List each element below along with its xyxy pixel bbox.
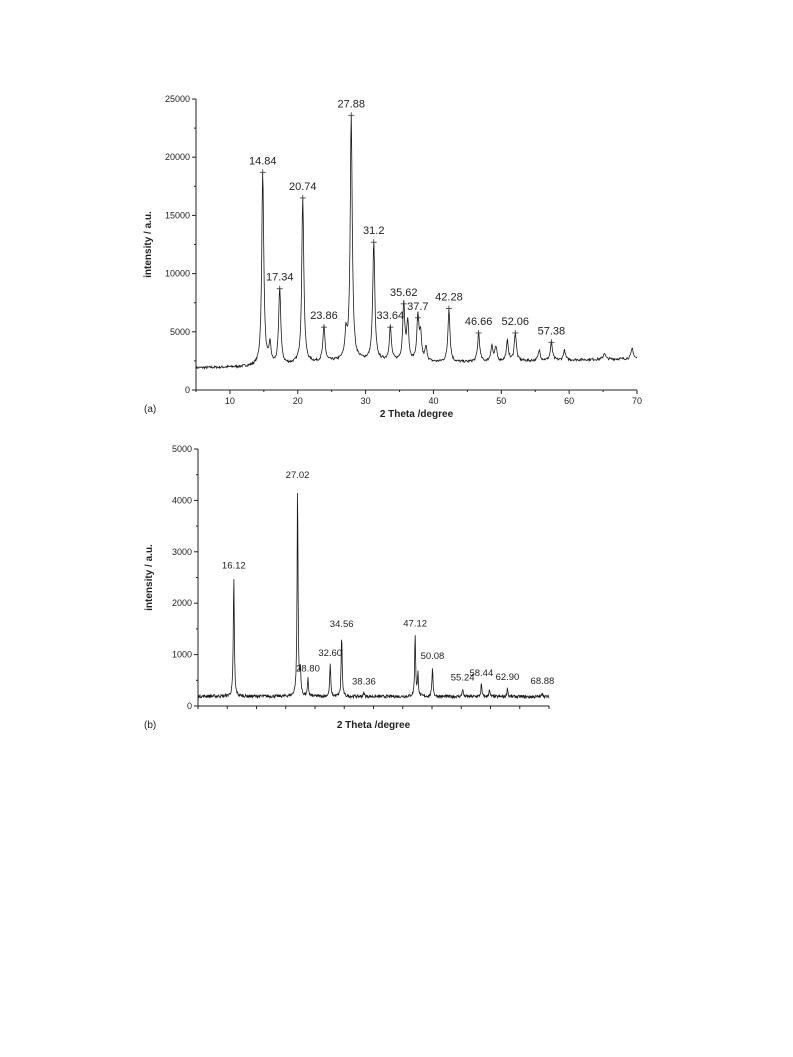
x-tick-label: 70 <box>631 396 643 406</box>
chart-panel-b <box>0 430 793 750</box>
peak-label: 50.08 <box>420 650 445 662</box>
y-tick-label: 5000 <box>169 326 190 337</box>
x-axis-title: 2 Theta /degree <box>336 720 411 731</box>
y-tick-label: 25000 <box>164 94 190 104</box>
peak-label: 57.38 <box>537 325 566 338</box>
y-tick-label: 0 <box>184 385 190 395</box>
panel-label: (a) <box>144 404 157 415</box>
xrd-pattern-line <box>198 493 549 698</box>
peak-label: 14.84 <box>248 155 277 168</box>
peak-label: 27.88 <box>337 98 365 111</box>
y-tick-label: 0 <box>186 701 192 711</box>
y-tick-label: 15000 <box>164 210 190 221</box>
peak-label: 68.88 <box>530 676 555 688</box>
y-tick-label: 3000 <box>171 546 192 557</box>
peak-label: 42.28 <box>435 291 463 304</box>
peak-label: 32.60 <box>318 647 343 659</box>
panel-label: (b) <box>144 720 157 731</box>
x-tick-label: 20 <box>292 396 303 406</box>
y-tick-label: 20000 <box>164 152 190 163</box>
peak-label: 47.12 <box>403 618 428 630</box>
peak-label: 27.02 <box>285 470 310 482</box>
peak-label: 20.74 <box>289 180 317 193</box>
y-tick-label: 4000 <box>171 495 192 506</box>
peak-label: 52.06 <box>501 315 530 328</box>
y-tick-label: 1000 <box>171 649 192 660</box>
peak-label: 33.64 <box>376 310 405 323</box>
x-tick-label: 60 <box>564 396 575 406</box>
peak-label: 17.34 <box>265 271 294 284</box>
peak-label: 31.2 <box>363 225 385 238</box>
xrd-pattern-line <box>196 116 637 369</box>
peak-label: 55.24 <box>450 672 475 684</box>
x-tick-label: 40 <box>428 396 439 406</box>
peak-label: 37.7 <box>407 300 429 313</box>
peak-label: 35.62 <box>389 286 418 299</box>
peak-label: 16.12 <box>221 560 246 572</box>
peak-label: 34.56 <box>329 619 354 631</box>
y-tick-label: 5000 <box>171 444 192 454</box>
x-tick-label: 50 <box>496 396 507 406</box>
peak-label: 58.44 <box>469 667 494 679</box>
peak-label: 62.90 <box>495 672 520 684</box>
x-tick-label: 10 <box>224 396 235 406</box>
peak-label: 28.80 <box>296 663 320 675</box>
x-tick-label: 30 <box>360 396 371 406</box>
y-axis-title: intensity / a.u. <box>143 211 154 278</box>
peak-label: 46.66 <box>464 315 493 328</box>
peak-label: 23.86 <box>310 310 338 323</box>
x-axis-title: 2 Theta /degree <box>379 409 454 420</box>
peak-label: 38.36 <box>352 676 376 688</box>
y-tick-label: 2000 <box>171 598 192 609</box>
y-axis-title: intensity / a.u. <box>144 544 155 611</box>
y-tick-label: 10000 <box>164 268 190 279</box>
